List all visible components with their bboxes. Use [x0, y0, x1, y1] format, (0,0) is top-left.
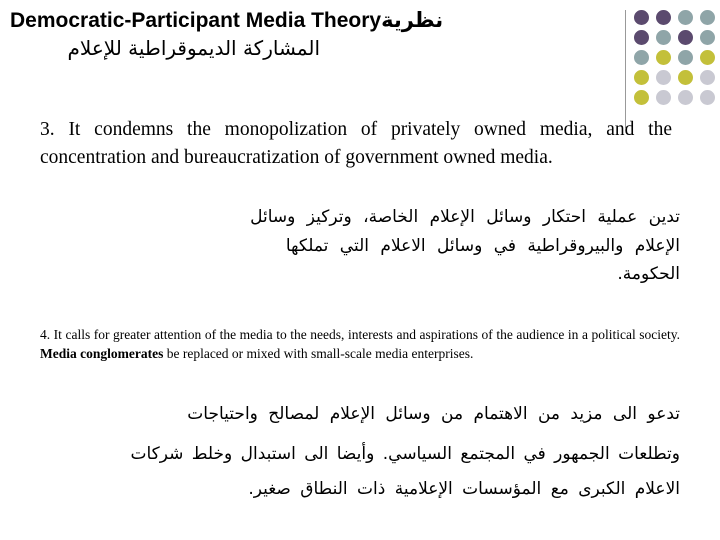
point-4-text-end: be replaced or mixed with small-scale media enterprises.	[163, 345, 474, 361]
decor-dot	[700, 30, 715, 45]
point-4-arabic-line-2: وتطلعات الجمهور في المجتمع السياسي. وأيضا الى استبدال وخلط شركات	[130, 444, 680, 464]
decor-dot	[700, 50, 715, 65]
decor-dot	[656, 10, 671, 25]
decor-dot	[656, 50, 671, 65]
point-4-arabic-line-1: تدعو الى مزيد من الاهتمام من وسائل الإعلام لمصالح واحتياجات	[187, 404, 680, 424]
title-divider-line	[625, 10, 626, 128]
slide-title-arabic: المشاركة الديموقراطية للإعلام	[67, 36, 320, 60]
decor-dot	[656, 70, 671, 85]
decor-dot	[700, 10, 715, 25]
decor-dot	[678, 30, 693, 45]
decor-dot	[634, 70, 649, 85]
decor-dot	[678, 70, 693, 85]
decor-dot	[700, 70, 715, 85]
point-3-english: 3. It condemns the monopolization of privately owned media, and the concentration and bureaucratization of government owned media.	[40, 119, 672, 168]
decor-dot	[678, 90, 693, 105]
decor-dot	[656, 30, 671, 45]
decor-dot	[634, 30, 649, 45]
point-4-arabic-line-3: الاعلام الكبرى مع المؤسسات الإعلامية ذات النطاق صغير.	[248, 479, 680, 499]
point-4-english	[40, 326, 680, 363]
point-3-arabic-line-2: الإعلام والبيروقراطية في وسائل الاعلام التي تملكها	[285, 236, 680, 256]
decor-dot	[634, 10, 649, 25]
decor-dot	[678, 10, 693, 25]
decor-dot	[700, 90, 715, 105]
point-4-bold-term: Media conglomerates	[40, 345, 164, 361]
decor-dot	[656, 90, 671, 105]
decor-dot	[678, 50, 693, 65]
decor-dot	[634, 50, 649, 65]
point-4-text-start: 4. It calls for greater attention of the media to the needs, interests and aspirations of the audience in a political society.	[40, 327, 680, 342]
point-3-arabic-line-3: الحكومة.	[617, 264, 680, 284]
slide-title-arabic-inline: نظرية	[381, 8, 444, 32]
decorative-dot-grid	[634, 10, 718, 106]
slide-title-english: Democratic-Participant Media Theory	[10, 9, 382, 32]
point-3-arabic-line-1: تدين عملية احتكار وسائل الإعلام الخاصة، وتركيز وسائل	[250, 207, 680, 227]
slide-title	[10, 8, 443, 33]
decor-dot	[634, 90, 649, 105]
